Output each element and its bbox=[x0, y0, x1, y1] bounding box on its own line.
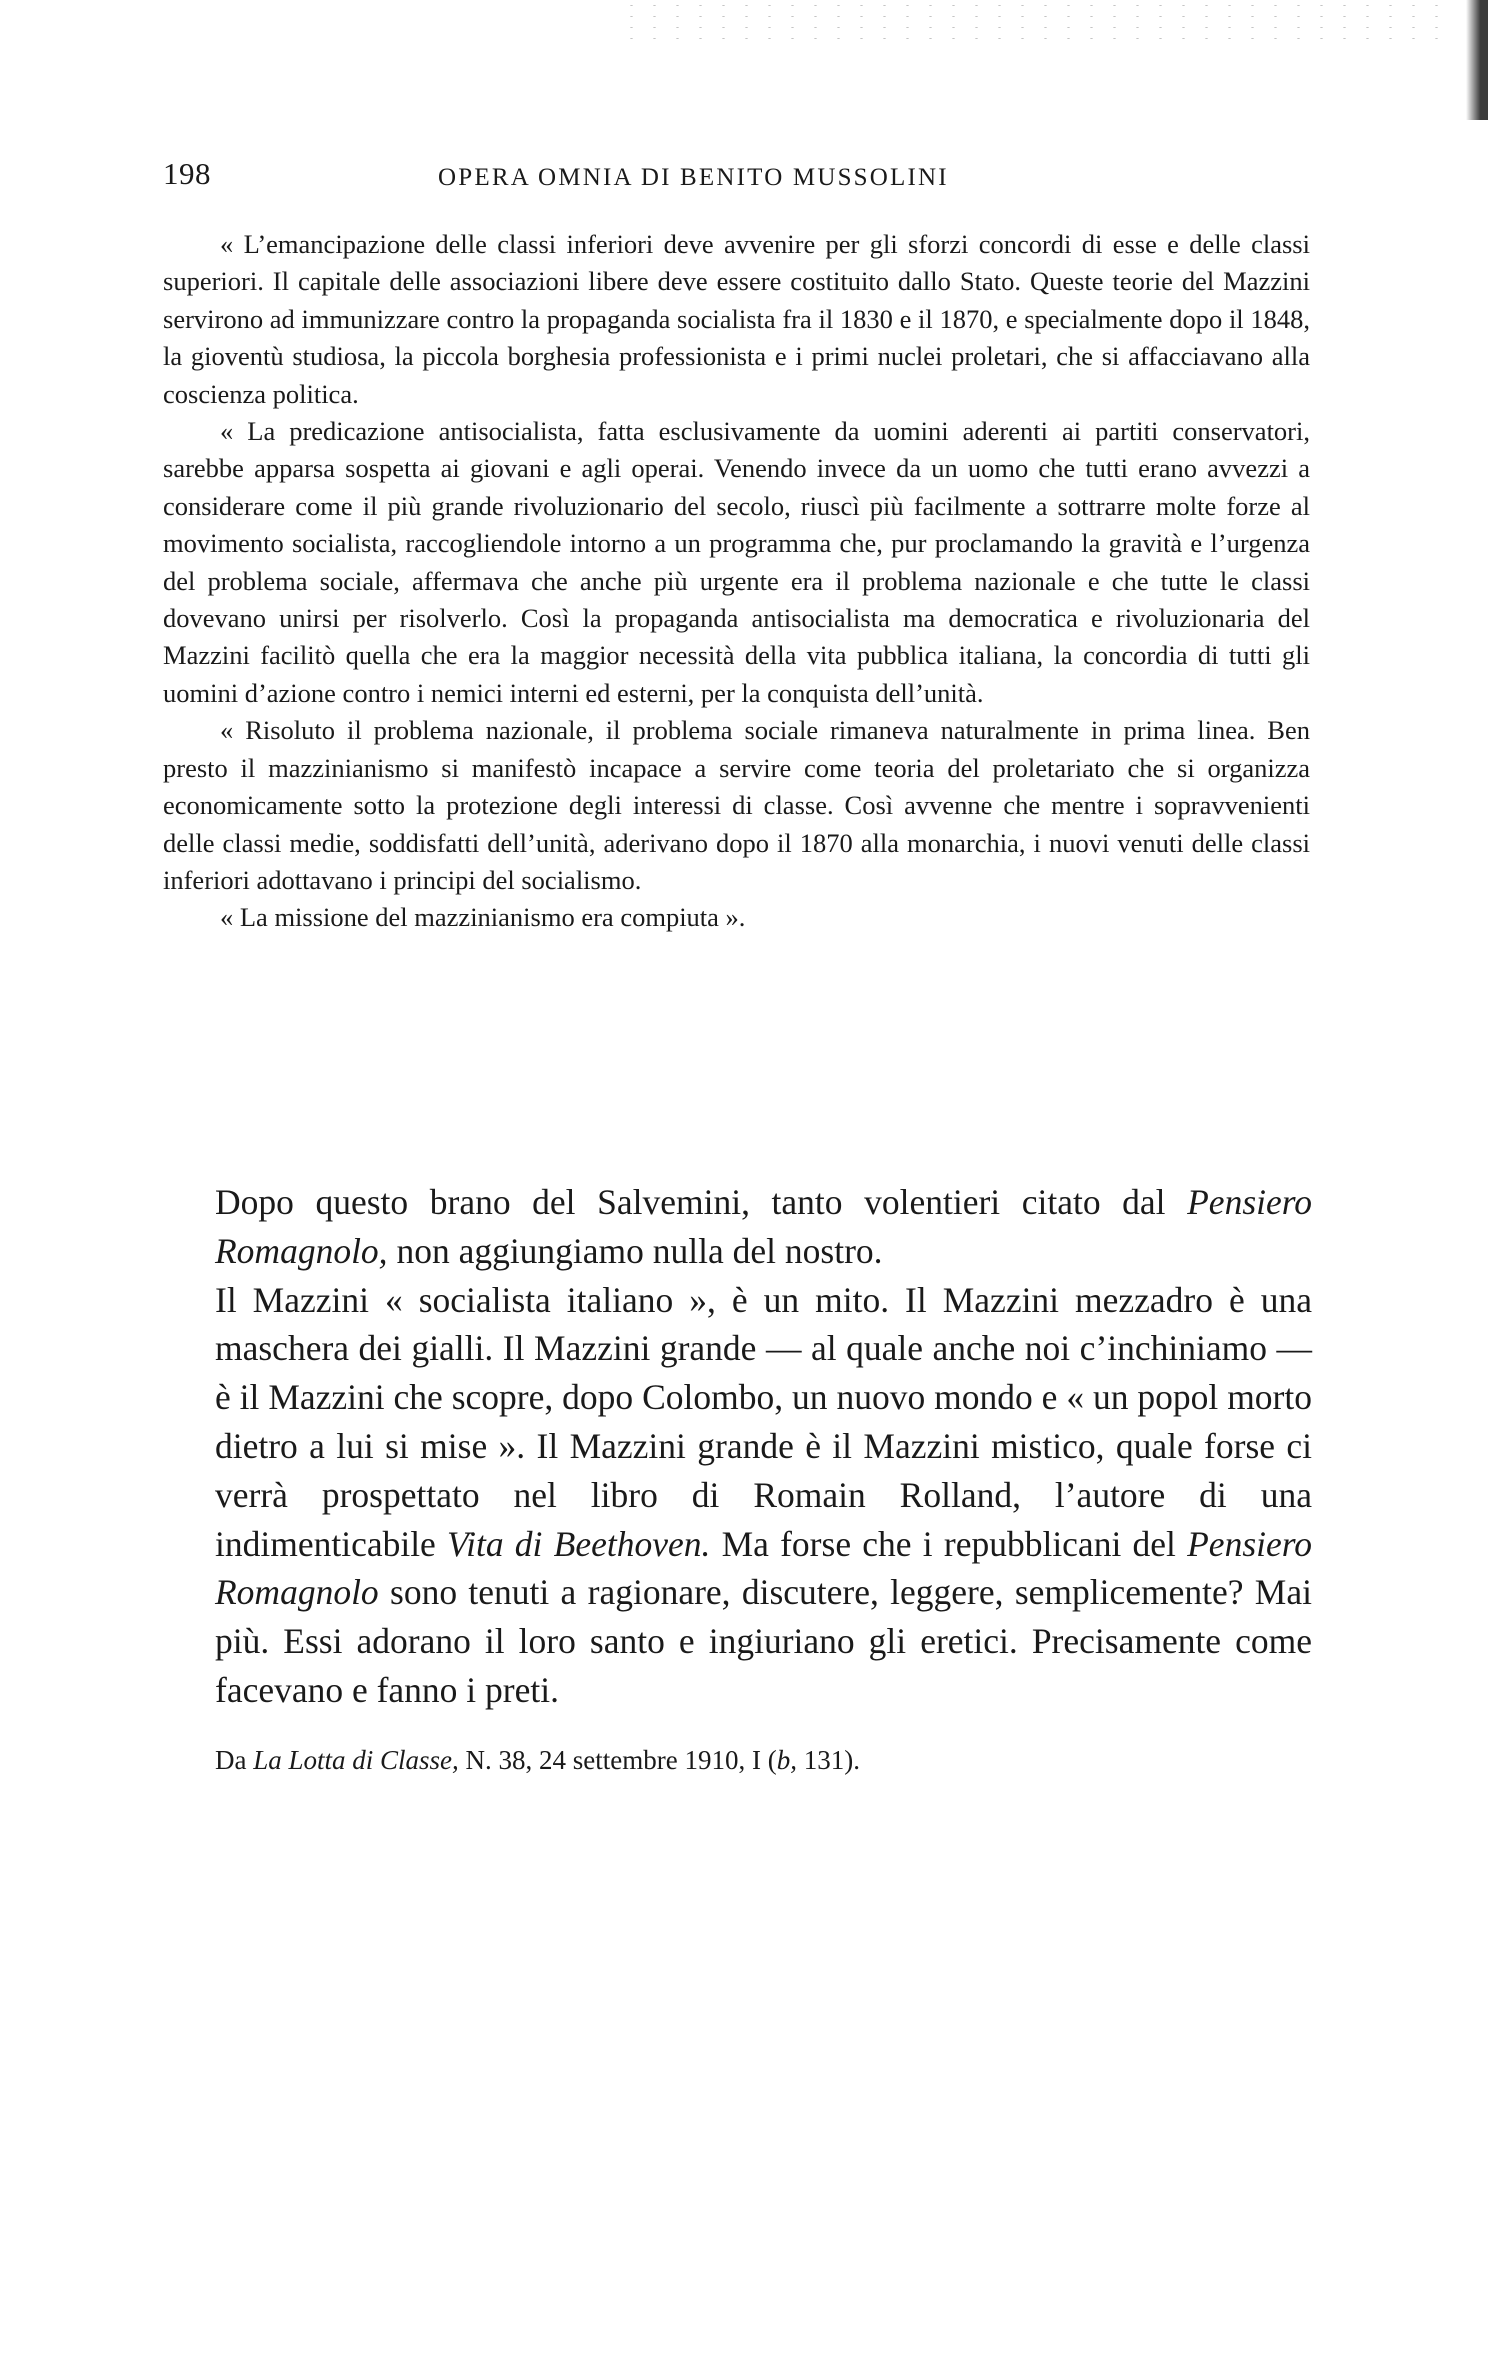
publication-title: Pensiero Romagnolo, bbox=[215, 1182, 1312, 1271]
journal-title: La Lotta di Classe, bbox=[253, 1745, 459, 1775]
running-head: OPERA OMNIA DI BENITO MUSSOLINI bbox=[438, 164, 949, 191]
citation-details: N. 38, 24 settembre 1910, I ( bbox=[458, 1745, 777, 1775]
source-citation bbox=[215, 1745, 1312, 1776]
text-run: Il Mazzini « socialista italiano », è un mito. Il Mazzini mezzadro è una maschera dei gialli. Il Mazzini grande — al quale anche noi c’inchiniamo — è il Mazzini che scopre, dopo Colombo, un nuovo mondo e « un popol morto dietro a lui si mise ». Il Mazzini grande è il Mazzini mistico, quale forse ci verrà prospettato nel libro di Romain Rolland, l’autore di una indimenticabile bbox=[215, 1279, 1312, 1564]
text-run: Ma forse che i repubblicani del bbox=[710, 1523, 1188, 1564]
text-run: non aggiungiamo nulla del nostro. bbox=[387, 1230, 883, 1271]
page-header bbox=[163, 156, 1310, 196]
quote-paragraph-1: « L’emancipazione delle classi inferiori deve avvenire per gli sforzi concordi di esse e delle classi superiori. Il capitale delle associazioni libere deve essere costituito dallo Stato. Queste teorie del Mazzini servirono ad immunizzare contro la propaganda socialista fra il 1830 e il 1870, e specialmente dopo il 1848, la gioventù studiosa, la piccola borghesia professionista e i primi nuclei proletari, che si affacciavano alla coscienza politica. bbox=[163, 229, 1310, 409]
page-number: 198 bbox=[163, 156, 211, 191]
scan-edge-shadow bbox=[1466, 0, 1488, 120]
text-run: sono tenuti a ragionare, discutere, leggere, semplicemente? Mai più. Essi adorano il loro santo e ingiuriano gli eretici. Precisamente come facevano e fanno i preti. bbox=[215, 1572, 1312, 1710]
citation-details-end: 131). bbox=[796, 1745, 860, 1775]
quoted-passage bbox=[163, 226, 1310, 937]
quote-paragraph-4: « La missione del mazzinianismo era compiuta ». bbox=[220, 902, 746, 933]
commentary-paragraph-1 bbox=[215, 1178, 1312, 1276]
commentary-paragraph-2 bbox=[215, 1276, 1312, 1715]
quote-paragraph-3: « Risoluto il problema nazionale, il problema sociale rimaneva naturalmente in prima linea. Ben presto il mazzinianismo si manifestò incapace a servire come teoria del proletariato che si organizza economicamente sotto la protezione degli interessi di classe. Così avvenne che mentre i sopravvenienti delle classi medie, soddisfatti dell’unità, aderivano dopo il 1870 alla monarchia, i nuovi venuti delle classi inferiori adottavano i principi del socialismo. bbox=[163, 715, 1310, 895]
citation-prefix: Da bbox=[215, 1745, 254, 1775]
book-title: Vita di Beethoven. bbox=[447, 1523, 711, 1564]
publication-title: Pensiero Romagnolo bbox=[215, 1523, 1312, 1613]
text-run: Dopo questo brano del Salvemini, tanto volentieri citato dal bbox=[215, 1182, 1188, 1222]
quote-paragraph-2: « La predicazione antisocialista, fatta esclusivamente da uomini aderenti ai partiti conservatori, sarebbe apparsa sospetta ai giovani e agli operai. Venendo invece da un uomo che tutti erano avvezzi a considerare come il più grande rivoluzionario del secolo, riuscì più facilmente a sottrarre molte forze al movimento socialista, raccogliendole intorno a un programma che, pur proclamando la gravità e l’urgenza del problema sociale, affermava che anche più urgente era il problema nazionale e che tutte le classi dovevano unirsi per risolverlo. Così la propaganda antisocialista ma democratica e rivoluzionaria del Mazzini facilitò quella che era la maggior necessità della vita pubblica italiana, la concordia di tutti gli uomini d’azione contro i nemici interni ed esterni, per la conquista dell’unità. bbox=[163, 416, 1310, 708]
author-commentary bbox=[215, 1178, 1312, 1715]
scan-speckle bbox=[620, 0, 1450, 40]
citation-letter: b, bbox=[776, 1745, 797, 1775]
